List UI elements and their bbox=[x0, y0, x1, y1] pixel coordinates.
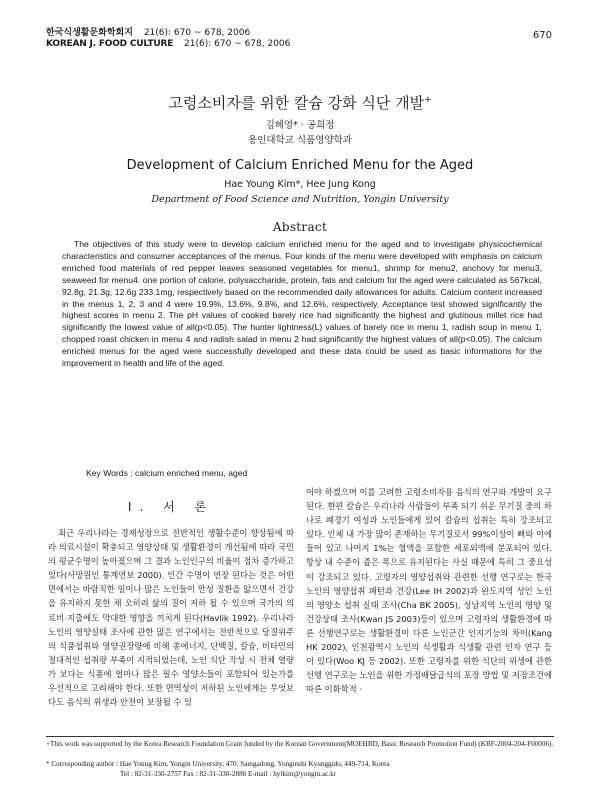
footnote-funding: +This work was supported by the Korea Research Foundation Grant funded by the Korean Government(MOEHRD, Basic Research Promotion Fund) (KRF-2004-204-F00006). bbox=[46, 740, 554, 748]
left-column-text: 최근 우리나라는 경제성장으로 전반적인 생활수준이 향상됨에 따라 의료시설이 확충되고 영양상태 및 생활환경이 개선됨에 따라 국민의 평균수명이 높아졌으며 그 결과 노인인구의 비율이 점차 증가하고 있다(사망원인 통계연보 2000). 인간 수명이 연장 된다는 것은 어떤 면에서는 바람직한 일이나 많은 노인들이 만성 질환을 앓으면서 건강을 유지하지 못한 채 오히려 삶의 질이 저하 될 수 있으며 국가의 의료비 지출에도 막대한 영향을 끼치게 된다(Havlik 1992). 우리나라 노인의 영양실태 조사에 관한 많은 연구에서는 전반적으로 당질위주의 식품섭취와 영양권장량에 비해 총에너지, 단백질, 칼슘, 비타민의 절대적인 섭취량 부족이 지적되었는데, 노인 식단 작성 시 전체 열량가 보다는 식품에 얼마나 많은 필수 영양소들이 포함되어 있는가를 우선적으로 고려해야 한다. 또한 면역성이 저하된 노인에게는 무엇보다도 음식의 위생과 안전이 보장될 수 있 bbox=[48, 528, 294, 708]
title-korean bbox=[0, 92, 600, 113]
section-heading: I. 서 론 bbox=[127, 500, 215, 514]
authors-korean: 김혜영* · 공희정 bbox=[265, 120, 335, 131]
keywords-label: Key Words : bbox=[86, 468, 133, 478]
journal-volume: 21(6): 670 ~ 678, 2006 bbox=[143, 28, 251, 38]
department-korean: 용인대학교 식품영양학과 bbox=[248, 135, 352, 146]
title-korean-text: 고령소비자를 위한 칼슘 강화 식단 개발 bbox=[168, 94, 425, 112]
title-footnote-mark: + bbox=[424, 95, 432, 105]
page-number: 670 bbox=[532, 30, 552, 41]
footnote-contact: Tel : 82-31-330-2757 Fax : 82-31-330-2886 E-mail : hylkim@yongin.ac.kr bbox=[120, 770, 337, 778]
department-english: Department of Food Science and Nutrition, Yongin University bbox=[151, 194, 449, 205]
right-column-text: 어야 하겠으며 이를 고려한 고령소비자용 음식의 연구와 개발이 요구 된다. 한편 칼슘은 우리나라 사람들이 부족 되기 쉬운 무기질 중의 하나로 폐경기 여성과 노인들에게 있어 칼슘의 섭취는 특히 강조되고 있다. 인체 내 가장 많이 존재하는 무기질로서 99%이상이 뼈와 이에 들어 있고 나머지 1%는 혈액을 포함한 세포외액에 분포되어 있다. 항상 내 수준이 좁은 폭으로 유지된다는 사실 때문에 특히 그 중요성이 강조되고 있다. 고령자의 영양섭취와 관련한 선행 연구로는 한국노인의 영양섭취 패턴과 건강(Lee IH 2002)과 완도지역 성인 노인의 영양소 섭취 실태 조사(Cha BK 2005), 성남지역 노인의 영양 및 건강상태 조사(Kwan JS 2003)등이 있으며 고령자의 생활환경에 따른 선행연구로는 생활환경이 다른 노인군간 인지기능의 차이(Kang HK 2002), 인천광역시 노인의 식생활과 식생활 관련 인자 연구 등이 있다(Woo KJ 등 2002). 또한 고령자를 위한 식단의 위생에 관한 선행 연구로는 노인을 위한 가정배달급식의 포장 방법 및 저장조건에 따른 이화학적 · bbox=[306, 487, 552, 695]
title-english: Development of Calcium Enriched Menu for the Aged bbox=[126, 158, 474, 173]
right-column bbox=[306, 485, 552, 696]
abstract-heading: Abstract bbox=[272, 220, 328, 234]
journal-volume-en: 21(6): 670 ~ 678, 2006 bbox=[184, 39, 291, 49]
abstract-body: The objectives of this study were to develop calcium enriched menu for the aged and to investigate physicochemical characteristics and consumer acceptances of the menus. Four kinds of the menu were developed with emphasis on calcium enriched food materials of red pepper leaves seasoned vegetables for menu1, shrimp for menu2, anchovy for menu3, seaweed for menu4. one portion of calorie, polysaccharide, protein, fats and calcium for the aged were calculated as 567kcal, 92.8g, 21.3g, 12.6g 233.1mg, respectively based on the recommended daily allowances for adults. Calcium content increased in the menus 1, 2, 3 and 4 were 19.9%, 13.6%, 9.8%, and 12.6%, respectively. Acceptance test showed significantly the highest scores in menu 2. The pH values of cooked barely rice had significantly the highest and glutinous millet rice had significantly the lowest value of all(p<0.05). The hunter lightness(L) values of barely rice in menu 1, radish soup in menu 1, chopped roast chicken in menu 4 and radish salad in menu 2 had significantly the highest values of all(p<0.05). The calcium enriched menus for the aged were successfully developed and these data could be used as basic informations for the improvement in health and life of the aged. bbox=[62, 239, 542, 369]
footnote-corresponding: * Corresponding author : Hae Young Kim, Yongin University, 470, Samgadong, Yonginshi Kyunggido, 449-714, Korea bbox=[46, 760, 390, 768]
journal-name-en: KOREAN J. FOOD CULTURE bbox=[46, 39, 174, 49]
keywords bbox=[86, 468, 247, 478]
journal-name-ko: 한국식생활문화학회지 bbox=[46, 28, 133, 38]
journal-header bbox=[46, 28, 290, 50]
left-column bbox=[48, 500, 294, 709]
footnote-divider bbox=[46, 736, 554, 737]
keywords-text: calcium enriched menu, aged bbox=[135, 468, 248, 478]
authors-english: Hae Young Kim*, Hee Jung Kong bbox=[224, 179, 376, 190]
